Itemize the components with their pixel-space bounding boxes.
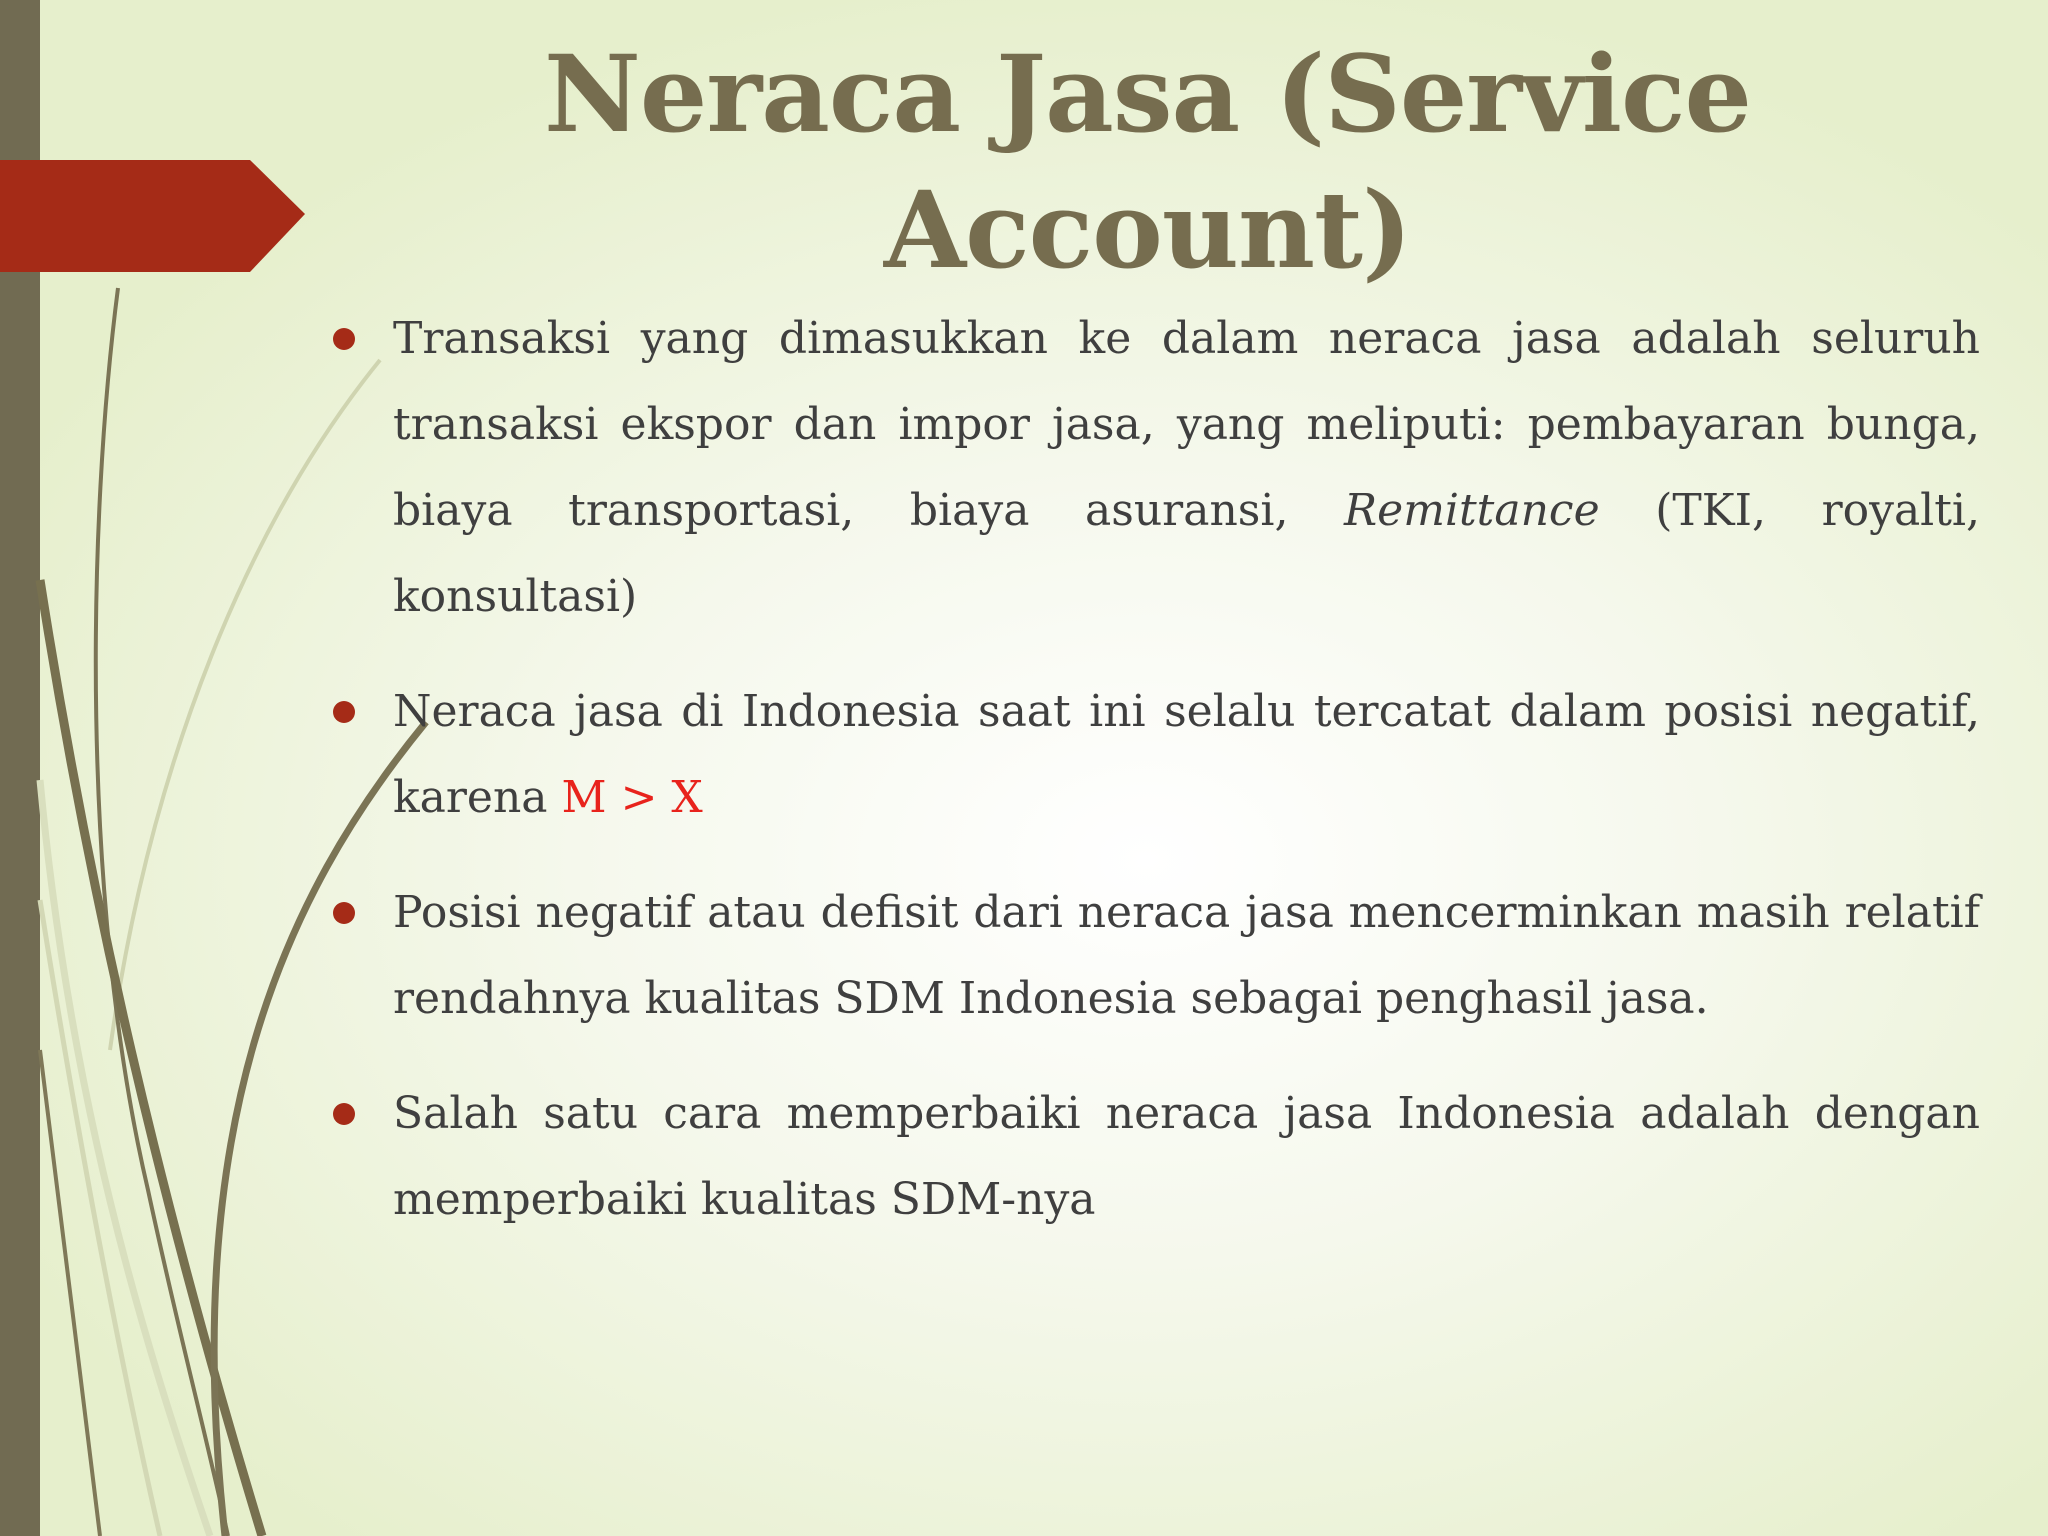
decor-curve-dark-4: [40, 1050, 100, 1536]
bullet-1-italic-term: Remittance: [1344, 485, 1600, 536]
bullet-2-text: Neraca jasa di Indonesia saat ini selalu tercatat dalam posisi negatif, karena: [393, 686, 1980, 823]
bullet-1-text-end: (TKI, royalti, konsultasi): [393, 485, 1980, 622]
slide-title: Neraca Jasa (Service Account): [544, 31, 1751, 292]
filled-circle-bullet-icon: [333, 701, 355, 723]
bullet-2-highlight: M > X: [561, 772, 703, 823]
bullet-list: [330, 296, 1980, 1272]
decor-curve-light-2: [40, 900, 160, 1536]
bullet-item-3: [330, 870, 1980, 1042]
decor-curve-dark-2: [40, 580, 262, 1536]
red-arrow-tab-icon: [0, 160, 305, 272]
decor-curve-light-1: [40, 780, 210, 1536]
bullet-item-1: [330, 296, 1980, 640]
filled-circle-bullet-icon: [333, 328, 355, 350]
filled-circle-bullet-icon: [333, 902, 355, 924]
decor-curve-dark-1: [96, 288, 228, 1536]
filled-circle-bullet-icon: [333, 1103, 355, 1125]
bullet-item-2: [330, 669, 1980, 841]
bullet-1-text: Transaksi yang dimasukkan ke dalam neraca jasa adalah seluruh transaksi ekspor dan impor jasa, yang meliputi: pembayaran bunga, biaya transportasi, biaya asuransi,: [393, 313, 1980, 536]
bullet-4-text: Salah satu cara memperbaiki neraca jasa Indonesia adalah dengan memperbaiki kualitas SDM-nya: [393, 1088, 1980, 1225]
bullet-item-4: [330, 1071, 1980, 1243]
bullet-3-text: Posisi negatif atau defisit dari neraca jasa mencerminkan masih relatif rendahnya kualitas SDM Indonesia sebagai penghasil jasa.: [393, 887, 1980, 1024]
left-side-bar: [0, 0, 40, 1536]
